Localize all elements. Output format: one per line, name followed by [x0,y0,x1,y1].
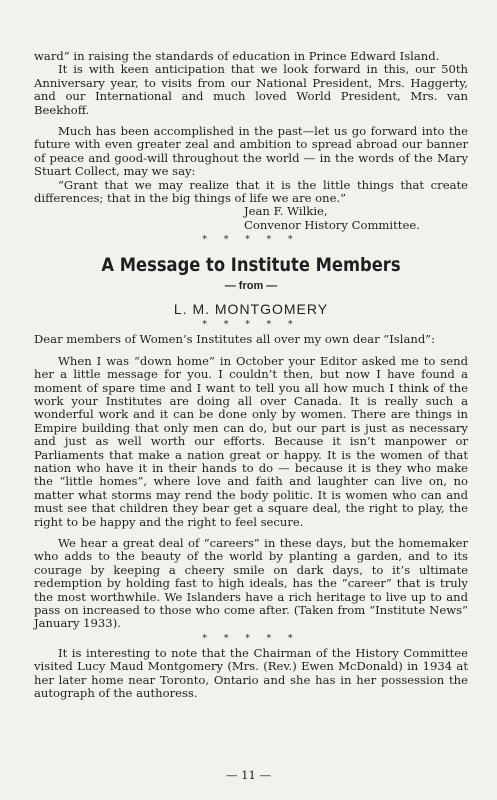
collect-quote: “Grant that we may realize that it is the little things that create differences; that in the big things of life we are one.” [34,177,468,206]
signature-name: Jean F. Wilkie, [244,204,328,219]
page-number: — 11 — [225,768,272,782]
separator-stars-1: * * * * * [202,235,300,246]
document-page [34,50,468,700]
signature-title: Convenor History Committee. [244,217,420,232]
salutation: Dear members of Women’s Institutes all over my own dear “Island”: [34,332,436,347]
separator-stars-3: * * * * * [202,633,300,644]
body-paragraph-1: When I was “down home” in October your Editor asked me to send her a little message for you. I couldn’t then, but now I have found a moment of spare time and I want to tell you all how much I think of the work your Institutes are doing all over Canada. It is really such a wonderful work and it can be done only by women. There are things in Empire building that only men can do, but our part is just as necessary and just as well worth our efforts. Because it isn’t manpower or Parliaments that make a nation great or happy. It is the women of that nation who have it in their hands to do — because it is they who make the “little homes”, where love and faith and laughter can live on, no matter what storms may rend the body politic. It is women who can and must see that children they bear get a square deal, the right to play, the right to be happy and the right to feel secure. [34,353,468,529]
body-paragraph-2: We hear a great deal of “careers” in these days, but the homemaker who adds to the beauty of the world by planting a garden, and to its courage by keeping a cheery smile on dark days, to it’s ultimate redemption by holding fast to high ideals, has the “career” that is truly the most worthwhile. We Islanders have a rich heritage to live up to and pass on increased to those who come after. (Taken from “Institute News” January 1933). [34,535,468,631]
article-title: A Message to Institute Members [101,254,401,277]
article-author: L. M. MONTGOMERY [173,301,329,318]
separator-stars-2: * * * * * [202,320,300,331]
paragraph-accomplished: Much has been accomplished in the past—let us go forward into the future with even greater zeal and ambition to spread abroad our banner of peace and good-will throughout the world — in the words of the Mary Stuart Collect, may we say: [34,124,468,179]
body-paragraph-3: It is interesting to note that the Chairman of the History Committee visited Lucy Maud Montgomery (Mrs. (Rev.) Ewen McDonald) in 1934 at her later home near Toronto, Ontario and she has in her possession the autograph of the authoress. [34,645,468,701]
article-from: — from — [224,280,278,293]
intro-line: ward” in raising the standards of education in Prince Edward Island. [34,49,440,63]
paragraph-anniversary: It is with keen anticipation that we look forward in this, our 50th Anniversary year, to visits from our National President, Mrs. Haggerty, and our International and much loved World President, Mrs. van Beekhoff. [34,62,468,117]
